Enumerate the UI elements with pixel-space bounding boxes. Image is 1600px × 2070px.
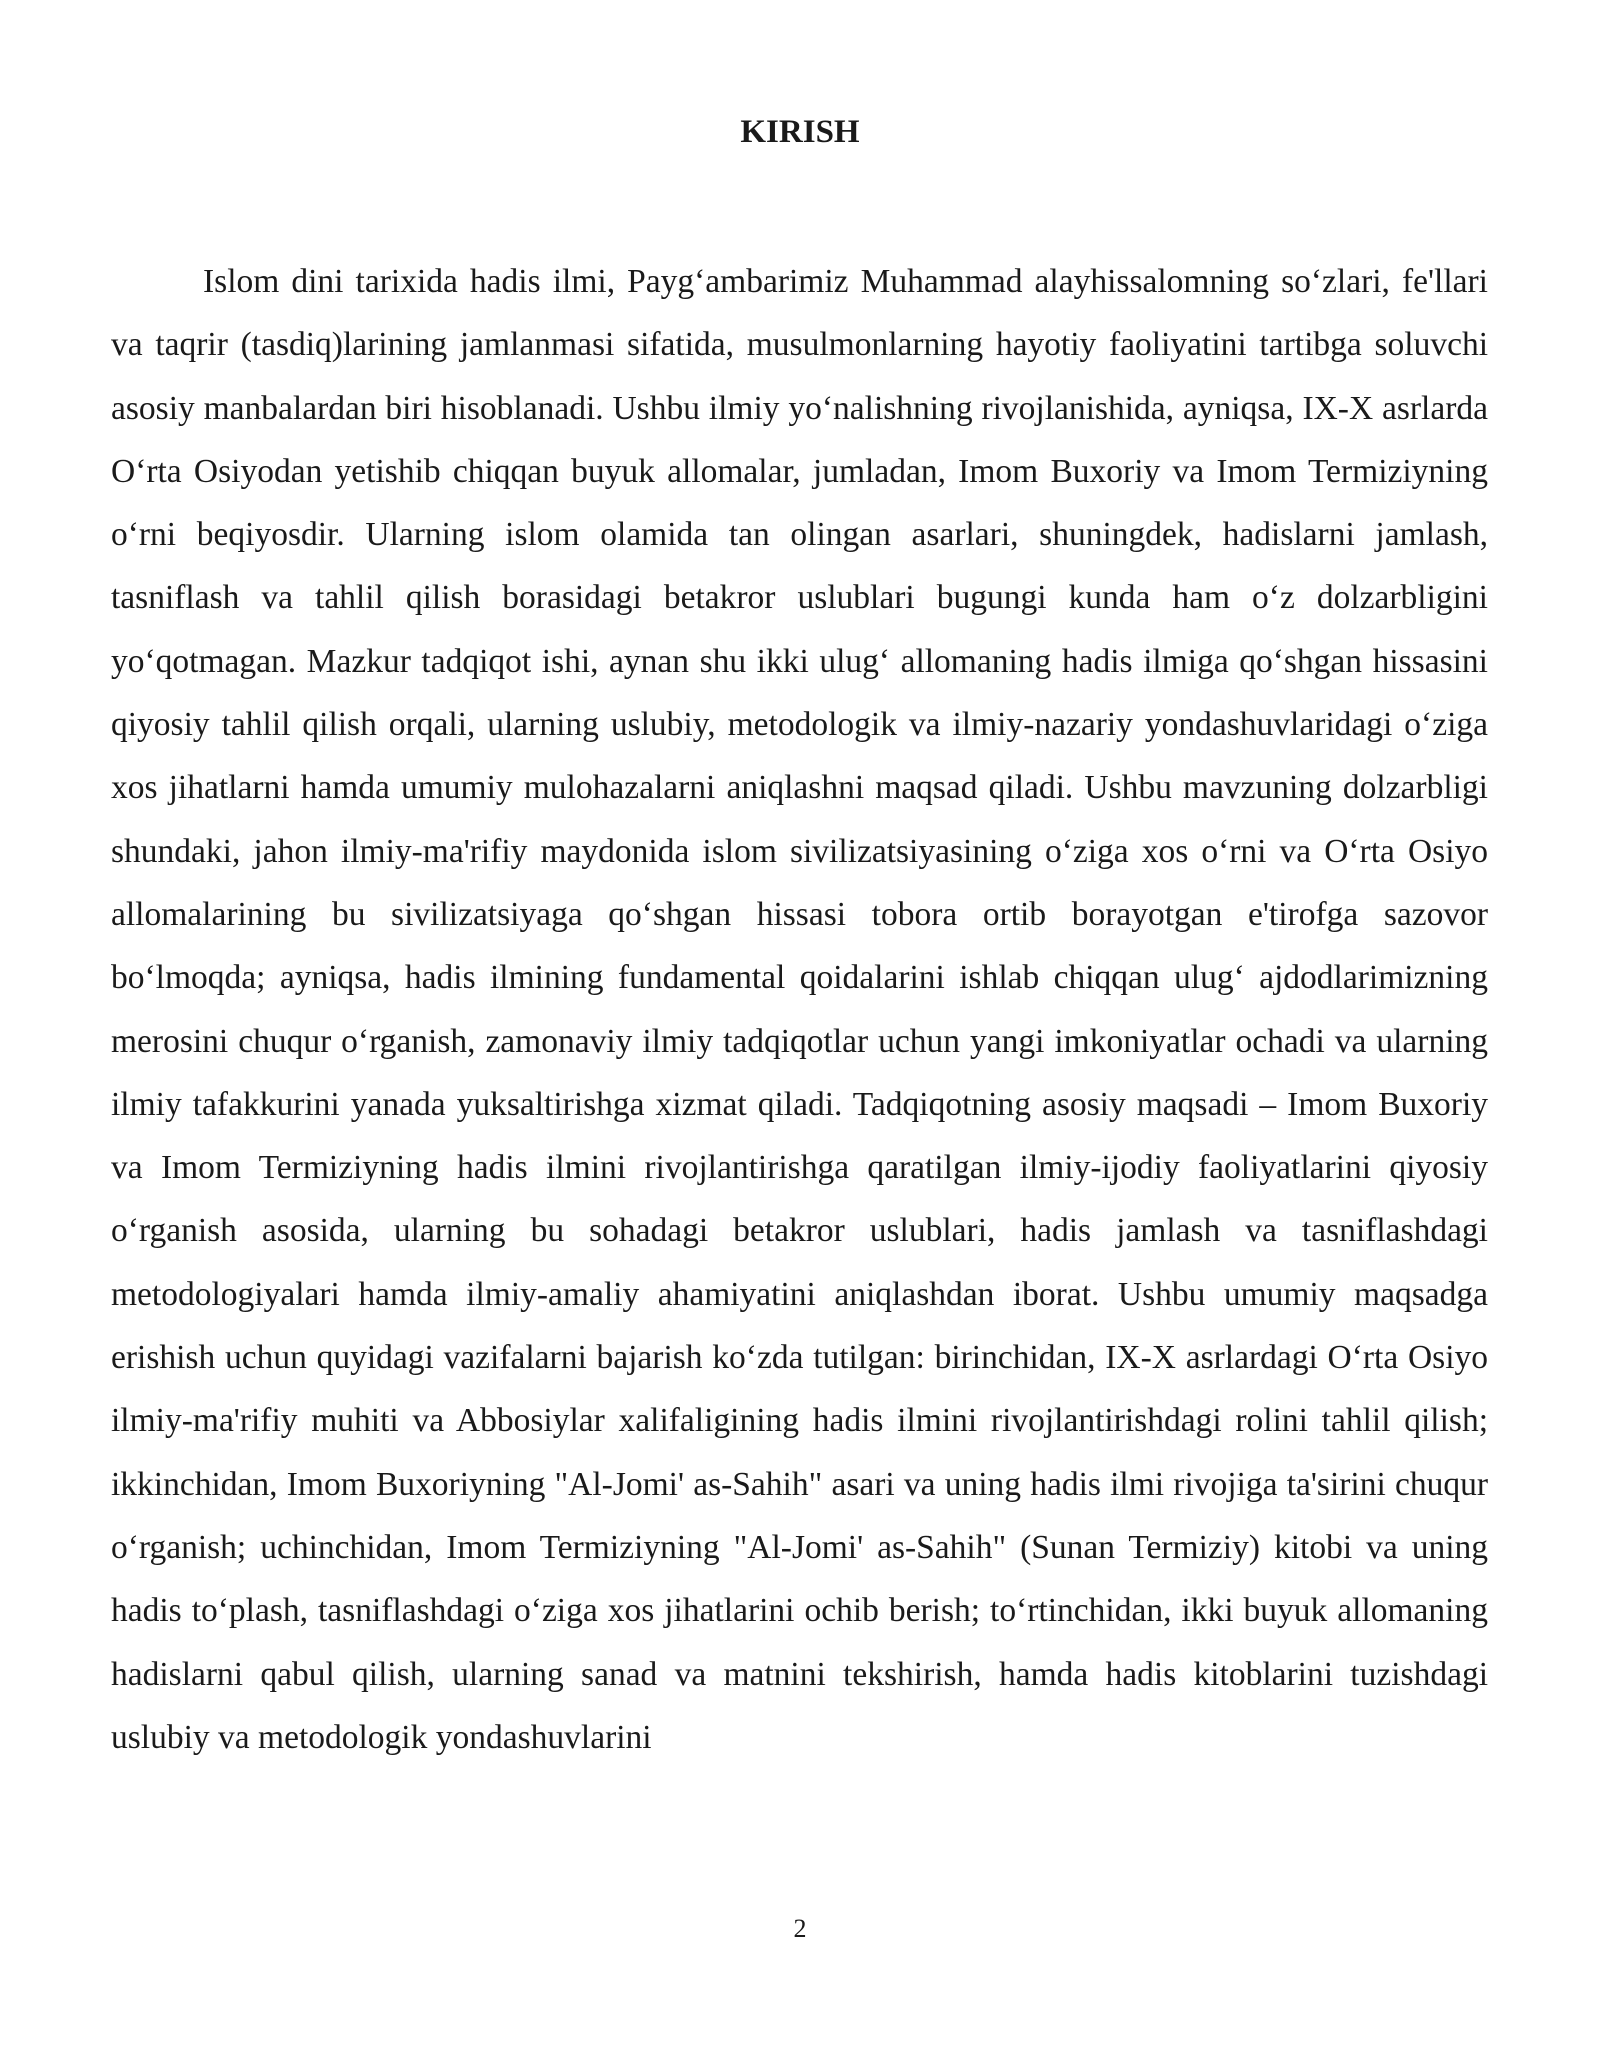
body-paragraph: Islom dini tarixida hadis ilmi, Payg‘ambarimiz Muhammad alayhissalomning so‘zlari, fe'llari va taqrir (tasdiq)larining jamlanmasi sifatida, musulmonlarning hayotiy faoliyatini tartibga soluvchi asosiy manbalardan biri hisoblanadi. Ushbu ilmiy yo‘nalishning rivojlanishida, ayniqsa, IX-X asrlarda O‘rta Osiyodan yetishib chiqqan buyuk allomalar, jumladan, Imom Buxoriy va Imom Termiziyning o‘rni beqiyosdir. Ularning islom olamida tan olingan asarlari, shuningdek, hadislarni jamlash, tasniflash va tahlil qilish borasidagi betakror uslublari bugungi kunda ham o‘z dolzarbligini yo‘qotmagan. Mazkur tadqiqot ishi, aynan shu ikki ulug‘ allomaning hadis ilmiga qo‘shgan hissasini qiyosiy tahlil qilish orqali, ularning uslubiy, metodologik va ilmiy-nazariy yondashuvlaridagi o‘ziga xos jihatlarni hamda umumiy mulohazalarni aniqlashni maqsad qiladi. Ushbu mavzuning dolzarbligi shundaki, jahon ilmiy-ma'rifiy maydonida islom sivilizatsiyasining o‘ziga xos o‘rni va O‘rta Osiyo allomalarining bu sivilizatsiyaga qo‘shgan hissasi tobora ortib borayotgan e'tirofga sazovor bo‘lmoqda; ayniqsa, hadis ilmining fundamental qoidalarini ishlab chiqqan ulug‘ ajdodlarimizning merosini chuqur o‘rganish, zamonaviy ilmiy tadqiqotlar uchun yangi imkoniyatlar ochadi va ularning ilmiy tafakkurini yanada yuksaltirishga xizmat qiladi. Tadqiqotning asosiy maqsadi – Imom Buxoriy va Imom Termiziyning hadis ilmini rivojlantirishga qaratilgan ilmiy-ijodiy faoliyatlarini qiyosiy o‘rganish asosida, ularning bu sohadagi betakror uslublari, hadis jamlash va tasniflashdagi metodologiyalari hamda ilmiy-amaliy ahamiyatini aniqlashdan iborat. Ushbu umumiy maqsadga erishish uchun quyidagi vazifalarni bajarish ko‘zda tutilgan: birinchidan, IX-X asrlardagi O‘rta Osiyo ilmiy-ma'rifiy muhiti va Abbosiylar xalifaligining hadis ilmini rivojlantirishdagi rolini tahlil qilish; ikkinchidan, Imom Buxoriyning "Al-Jomi' as-Sahih" asari va uning hadis ilmi rivojiga ta'sirini chuqur o‘rganish; uchinchidan, Imom Termiziyning "Al-Jomi' as-Sahih" (Sunan Termiziy) kitobi va uning hadis to‘plash, tasniflashdagi o‘ziga xos jihatlarini ochib berish; to‘rtinchidan, ikki buyuk allomaning hadislarni qabul qilish, ularning sanad va matnini tekshirish, hamda hadis kitoblarini tuzishdagi uslubiy va metodologik yondashuvlarini — [111, 263, 1488, 1756]
page-title: KIRISH — [740, 114, 860, 150]
page-number: 2 — [793, 1914, 807, 1943]
